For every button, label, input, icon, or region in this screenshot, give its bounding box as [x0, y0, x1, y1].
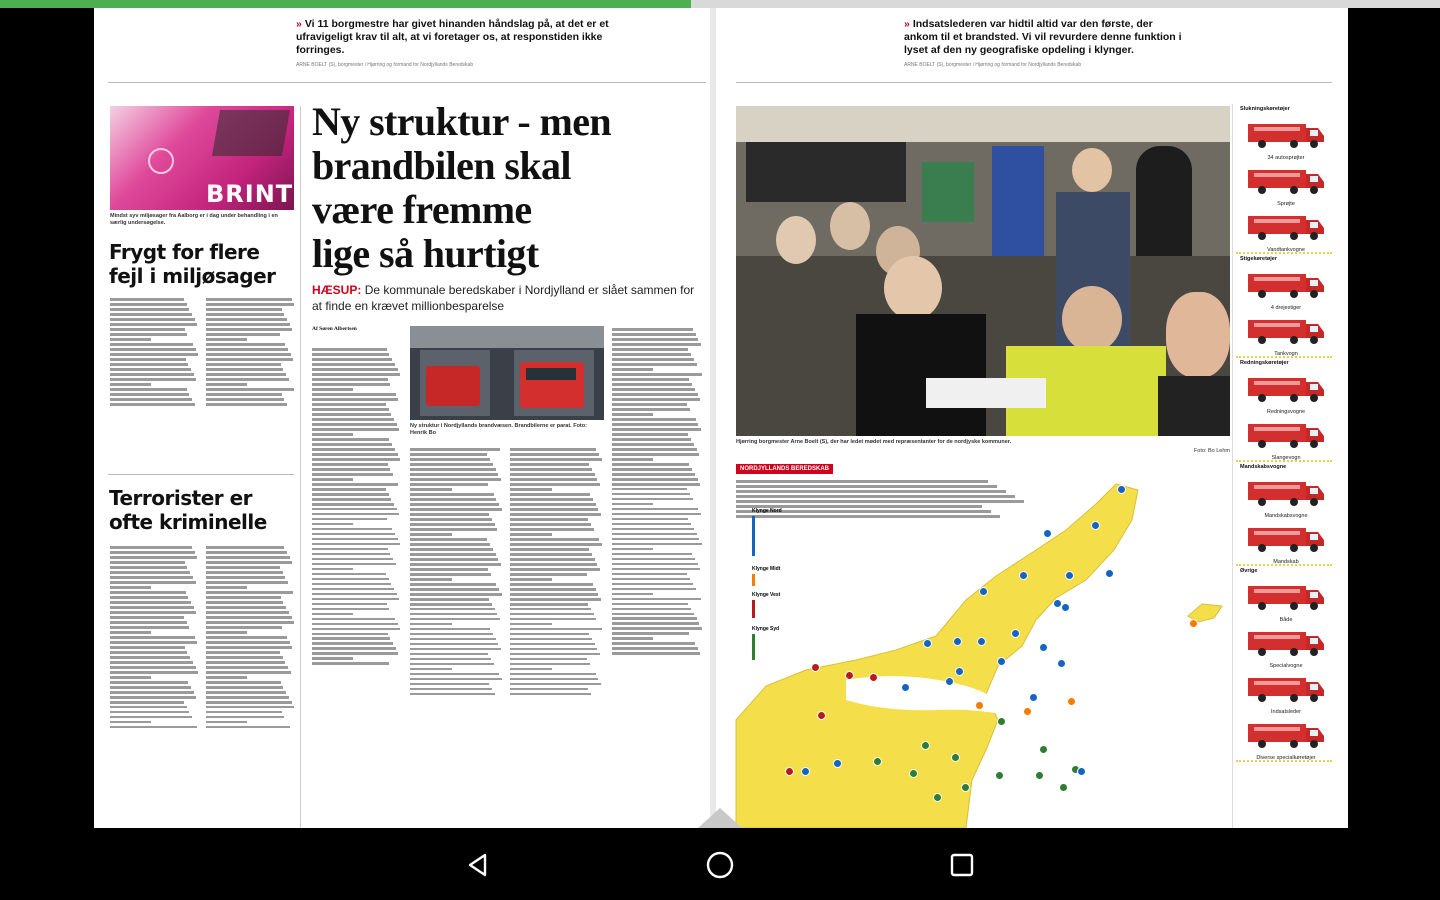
fire-station-caption: Ny struktur i Nordjyllands brandvæsen. Brandbilerne er parat. Foto: Henrik Bo [410, 423, 587, 436]
byline: Af Søren Albertsen [312, 326, 357, 332]
attendee-right-jacket [1158, 376, 1230, 436]
station-dot [995, 771, 1004, 780]
back-triangle-icon [465, 852, 491, 878]
station-dot [1039, 643, 1048, 652]
station-dot [1067, 697, 1076, 706]
station-dot [961, 783, 970, 792]
category-divider [1236, 564, 1332, 566]
vehicle-count: Mandskabsvogne [1264, 513, 1308, 519]
meeting-photo-caption: Hjørring borgmester Arne Boelt (S), der har ledet mødet med repræsentanter for de nordjyske kommuner. [736, 439, 1012, 445]
vehicle-count: Diverse specialkøretøjer [1256, 755, 1316, 761]
station-dot [933, 793, 942, 802]
station-dot [873, 757, 882, 766]
station-dot [1043, 529, 1052, 538]
vehicle-item [1236, 578, 1336, 623]
vehicle-item [1236, 520, 1336, 565]
station-dot [975, 701, 984, 710]
station-dot [785, 767, 794, 776]
vehicle-item [1236, 370, 1336, 415]
vehicle-category-label: Mandskabsvogne [1240, 464, 1287, 470]
story-body-col1 [312, 346, 402, 828]
legend-item: Klynge Nord [752, 508, 782, 514]
station-dot [921, 741, 930, 750]
station-dot [1029, 693, 1038, 702]
attendee-right [1166, 292, 1230, 378]
vehicle-item [1236, 208, 1336, 253]
divider [108, 82, 706, 83]
station-dot [1011, 629, 1020, 638]
story-body-col3 [510, 446, 604, 828]
newspaper-page-left[interactable] [94, 0, 710, 828]
legend-item: Klynge Vest [752, 592, 781, 598]
category-divider [1236, 760, 1332, 762]
vehicle-item [1236, 116, 1336, 161]
firefighter-head [884, 256, 942, 320]
station-dot [1091, 521, 1100, 530]
logo-circle-icon [148, 148, 174, 174]
vehicle-item [1236, 624, 1336, 669]
main-deck [312, 282, 702, 314]
pull-quote-text: Indsatslederen var hidtil altid var den første, der ankom til et brandsted. Vi vil revurdere denne funktion i lyset af den ny geografiske opdeling i klynger. [904, 18, 1182, 56]
pull-quote-source: ARNE BOELT (S), borgmester i Hjørring og formand for Nordjyllands Beredskab [296, 62, 474, 68]
fire-truck-windshield [526, 368, 576, 380]
category-divider [1236, 252, 1332, 254]
deck-text: De kommunale beredskaber i Nordjylland er slået sammen for at finde en krævet millionbesparelse [312, 283, 695, 313]
reading-progress-bar[interactable] [0, 0, 1440, 8]
brief-photo-car[interactable] [110, 106, 294, 210]
fire-truck-icon [1244, 474, 1328, 508]
station-dot [1189, 619, 1198, 628]
region-map[interactable] [736, 480, 1230, 828]
home-circle-icon [705, 850, 735, 880]
vehicle-category-label: Øvrige [1240, 568, 1258, 574]
fire-truck-1 [426, 366, 480, 406]
legend-item: Klynge Midt [752, 566, 781, 572]
fire-truck-icon [1244, 520, 1328, 554]
map-landmass [736, 484, 1138, 828]
divider [108, 474, 294, 475]
vehicle-item [1236, 474, 1336, 519]
station-ceiling [410, 326, 604, 348]
fire-truck-icon [1244, 416, 1328, 450]
vehicle-item [1236, 670, 1336, 715]
legend-color-bar [752, 600, 755, 618]
vehicle-count: Mandskab [1273, 559, 1299, 565]
pull-quote-left [296, 18, 636, 57]
legend-color-bar [752, 634, 755, 660]
station-dot [811, 663, 820, 672]
pull-quote-text: Vi 11 borgmestre har givet hinanden håndslag på, at det er et ufravigeligt krav til alt, at vi foretager os, at responstiden ikke forringes. [296, 18, 609, 56]
station-dot [997, 657, 1006, 666]
station-dot [845, 671, 854, 680]
station-dot [1105, 569, 1114, 578]
vehicle-count: Tankvogn [1274, 351, 1298, 357]
quote-mark-icon: » [904, 18, 910, 30]
legend-color-bar [752, 574, 755, 586]
page-swipe-handle[interactable] [698, 808, 742, 828]
station-dot [1077, 767, 1086, 776]
vehicle-count: Sprøjte [1277, 201, 1295, 207]
brief-headline-1[interactable]: Frygt for flere fejl i miljøsager [109, 240, 276, 288]
vehicle-count: 34 autosprøjter [1267, 155, 1305, 161]
fire-truck-icon [1244, 624, 1328, 658]
station-dot [979, 587, 988, 596]
vehicle-count: 4 drejestiger [1270, 305, 1302, 311]
vehicle-count: Både [1279, 617, 1293, 623]
meeting-photo[interactable] [736, 106, 1230, 436]
station-dot [869, 673, 878, 682]
legend-item: Klynge Syd [752, 626, 780, 632]
brief2-body-col1 [110, 544, 200, 828]
fire-truck-icon [1244, 716, 1328, 750]
green-cabinet [922, 162, 974, 222]
station-dot [901, 683, 910, 692]
brief2-body-col2 [206, 544, 296, 828]
vehicle-count: Specialvogne [1269, 663, 1303, 669]
vehicle-item [1236, 266, 1336, 311]
home-button[interactable] [700, 848, 740, 882]
story-body-col2 [410, 446, 504, 828]
man-glasses-head [1062, 286, 1122, 352]
station-dot [1039, 745, 1048, 754]
station-dot [1023, 707, 1032, 716]
vehicle-sidebar [1236, 104, 1336, 824]
brief-body-col2 [206, 296, 296, 466]
story-body-col4 [612, 326, 704, 828]
car-brand-text: BRINT [206, 180, 294, 208]
fire-station-photo[interactable] [410, 326, 604, 420]
station-dot [833, 759, 842, 768]
speaker-head [1072, 148, 1112, 192]
vehicle-category-label: Stigekøretøjer [1240, 256, 1277, 262]
column-divider [300, 106, 301, 828]
station-dot [923, 639, 932, 648]
vehicle-count: Vandtankvogne [1267, 247, 1305, 253]
car-window [212, 110, 290, 156]
station-dot [1065, 571, 1074, 580]
fire-truck-icon [1244, 266, 1328, 300]
sidebar-divider [1232, 104, 1233, 828]
category-divider [1236, 356, 1332, 358]
window [746, 142, 906, 202]
vehicle-item [1236, 416, 1336, 461]
back-button[interactable] [458, 848, 498, 882]
station-dot [1059, 783, 1068, 792]
vehicle-item [1236, 312, 1336, 357]
fire-truck-icon [1244, 578, 1328, 612]
firefighter-jacket [856, 314, 986, 436]
attendee [830, 202, 870, 250]
pull-quote-source: ARNE BOELT (S), borgmester i Hjørring og formand for Nordjyllands Beredskab [904, 62, 1082, 68]
deck-kicker: HÆSUP: [312, 283, 362, 297]
vehicle-item [1236, 716, 1336, 761]
reading-progress-fill [0, 0, 691, 8]
station-dot [977, 637, 986, 646]
system-navigation-bar [0, 828, 1440, 900]
station-dot [1061, 603, 1070, 612]
fire-truck-icon [1244, 162, 1328, 196]
brief-headline-2[interactable]: Terrorister er ofte kriminelle [109, 486, 267, 534]
fire-truck-icon [1244, 370, 1328, 404]
vehicle-category-label: Redningskøretøjer [1240, 360, 1289, 366]
fire-truck-icon [1244, 116, 1328, 150]
brief-photo-caption: Mindst syv miljøsager fra Aalborg er i dag under behandling i en særlig undersøgelse. [110, 213, 278, 226]
vehicle-count: Slangevogn [1271, 455, 1301, 461]
blue-door [992, 146, 1044, 266]
station-dot [997, 717, 1006, 726]
map-title: NORDJYLLANDS BEREDSKAB [736, 464, 833, 474]
station-dot [1035, 771, 1044, 780]
papers [926, 378, 1046, 408]
station-dot [953, 637, 962, 646]
legend-color-bar [752, 516, 755, 556]
quote-mark-icon: » [296, 18, 302, 30]
fire-truck-icon [1244, 670, 1328, 704]
recents-square-icon [949, 852, 975, 878]
vehicle-count: Indsatsleder [1271, 709, 1301, 715]
fire-truck-icon [1244, 312, 1328, 346]
station-dot [801, 767, 810, 776]
vehicle-item [1236, 162, 1336, 207]
fire-truck-icon [1244, 208, 1328, 242]
station-dot [1057, 659, 1066, 668]
vehicle-category-label: Slukningskøretøjer [1240, 106, 1290, 112]
attendee [776, 216, 816, 264]
station-dot [955, 667, 964, 676]
vehicle-count: Redningsvogne [1266, 409, 1306, 415]
station-dot [909, 769, 918, 778]
station-dot [945, 677, 954, 686]
ceiling [736, 106, 1230, 142]
main-headline[interactable]: Ny struktur - men brandbilen skal være fremme lige så hurtigt [312, 99, 612, 276]
category-divider [1236, 460, 1332, 462]
divider [736, 82, 1332, 83]
meeting-photo-credit: Foto: Bo Lehm [1193, 448, 1230, 454]
station-dot [1019, 571, 1028, 580]
station-dot [817, 711, 826, 720]
station-dot [951, 753, 960, 762]
pull-quote-right [904, 18, 1184, 57]
brief-body-col1 [110, 296, 200, 466]
station-dot [1117, 485, 1126, 494]
recents-button[interactable] [942, 848, 982, 882]
